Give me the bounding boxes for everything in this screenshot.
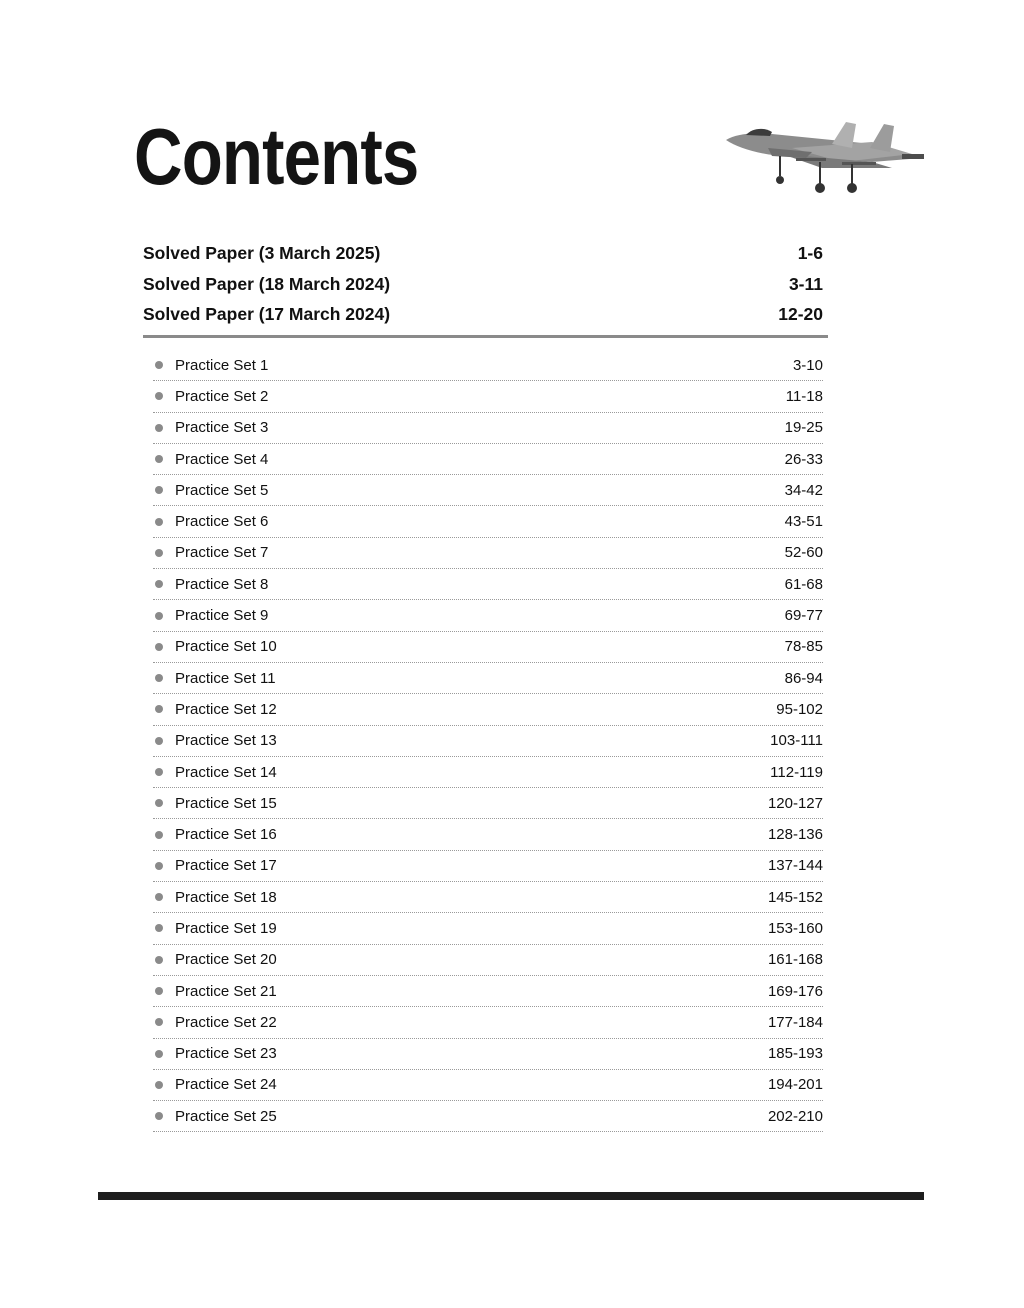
practice-set-title: Practice Set 23 bbox=[175, 1045, 277, 1063]
practice-set-title: Practice Set 18 bbox=[175, 888, 277, 906]
practice-set-entry bbox=[153, 983, 277, 1000]
practice-set-row[interactable] bbox=[153, 945, 823, 976]
practice-set-title: Practice Set 22 bbox=[175, 1013, 277, 1031]
practice-set-pages: 120-127 bbox=[767, 794, 823, 812]
practice-set-title: Practice Set 4 bbox=[175, 450, 269, 468]
practice-set-title: Practice Set 13 bbox=[175, 732, 277, 750]
practice-set-row[interactable] bbox=[153, 632, 823, 663]
practice-set-pages: 169-176 bbox=[767, 982, 823, 1000]
practice-set-title: Practice Set 16 bbox=[175, 826, 277, 844]
practice-set-pages: 26-33 bbox=[784, 450, 823, 468]
practice-set-row[interactable] bbox=[153, 694, 823, 725]
practice-set-title: Practice Set 25 bbox=[175, 1107, 277, 1125]
practice-set-pages: 177-184 bbox=[767, 1013, 823, 1031]
practice-set-pages: 69-77 bbox=[784, 607, 823, 625]
practice-set-pages: 3-10 bbox=[792, 356, 823, 374]
practice-set-row[interactable] bbox=[153, 506, 823, 537]
bullet-icon bbox=[155, 486, 163, 494]
practice-set-row[interactable] bbox=[153, 882, 823, 913]
practice-set-title: Practice Set 7 bbox=[175, 544, 269, 562]
practice-set-entry bbox=[153, 1076, 277, 1093]
practice-set-row[interactable] bbox=[153, 413, 823, 444]
practice-set-entry bbox=[153, 482, 268, 499]
practice-set-row[interactable] bbox=[153, 350, 823, 381]
practice-set-row[interactable] bbox=[153, 538, 823, 569]
practice-set-entry bbox=[153, 388, 268, 405]
practice-set-row[interactable] bbox=[153, 600, 823, 631]
practice-set-row[interactable] bbox=[153, 976, 823, 1007]
practice-set-entry bbox=[153, 701, 277, 718]
practice-set-pages: 153-160 bbox=[767, 919, 823, 937]
practice-set-title: Practice Set 15 bbox=[175, 794, 277, 812]
practice-set-row[interactable] bbox=[153, 1039, 823, 1070]
bullet-icon bbox=[155, 799, 163, 807]
bullet-icon bbox=[155, 987, 163, 995]
solved-paper-title: Solved Paper (17 March 2024) bbox=[143, 304, 391, 324]
practice-set-entry bbox=[153, 889, 277, 906]
practice-set-entry bbox=[153, 795, 277, 812]
footer-rule bbox=[98, 1192, 924, 1200]
practice-set-title: Practice Set 5 bbox=[175, 481, 269, 499]
practice-set-row[interactable] bbox=[153, 913, 823, 944]
practice-set-pages: 78-85 bbox=[784, 638, 823, 656]
solved-paper-pages: 3-11 bbox=[788, 273, 823, 294]
practice-set-title: Practice Set 17 bbox=[175, 857, 277, 875]
practice-set-title: Practice Set 19 bbox=[175, 919, 277, 937]
bullet-icon bbox=[155, 862, 163, 870]
practice-set-title: Practice Set 8 bbox=[175, 575, 269, 593]
bullet-icon bbox=[155, 893, 163, 901]
practice-set-entry bbox=[153, 607, 268, 624]
practice-set-row[interactable] bbox=[153, 757, 823, 788]
practice-set-pages: 43-51 bbox=[784, 513, 823, 531]
practice-set-row[interactable] bbox=[153, 1101, 823, 1132]
solved-paper-pages: 1-6 bbox=[797, 243, 823, 263]
practice-set-entry bbox=[153, 951, 277, 968]
bullet-icon bbox=[155, 424, 163, 432]
practice-set-entry bbox=[153, 1014, 277, 1031]
practice-set-pages: 11-18 bbox=[785, 387, 823, 405]
practice-set-title: Practice Set 11 bbox=[175, 669, 276, 687]
practice-set-entry bbox=[153, 638, 277, 655]
practice-set-entry bbox=[153, 419, 268, 436]
practice-set-pages: 52-60 bbox=[784, 544, 823, 562]
practice-set-row[interactable] bbox=[153, 1070, 823, 1101]
practice-set-entry bbox=[153, 513, 268, 530]
practice-set-entry bbox=[153, 1045, 277, 1062]
bullet-icon bbox=[155, 361, 163, 369]
practice-set-pages: 103-111 bbox=[770, 732, 823, 750]
section-divider bbox=[143, 335, 828, 338]
bullet-icon bbox=[155, 1081, 163, 1089]
practice-set-pages: 145-152 bbox=[767, 888, 823, 906]
practice-set-pages: 137-144 bbox=[767, 857, 823, 875]
bullet-icon bbox=[155, 768, 163, 776]
practice-set-row[interactable] bbox=[153, 819, 823, 850]
bullet-icon bbox=[155, 1018, 163, 1026]
practice-sets-list bbox=[153, 350, 823, 1132]
practice-set-pages: 86-94 bbox=[784, 669, 823, 687]
practice-set-row[interactable] bbox=[153, 1007, 823, 1038]
practice-set-pages: 128-136 bbox=[767, 826, 823, 844]
practice-set-title: Practice Set 24 bbox=[175, 1076, 277, 1094]
bullet-icon bbox=[155, 956, 163, 964]
page-title: Contents bbox=[134, 112, 419, 201]
practice-set-title: Practice Set 2 bbox=[175, 387, 269, 405]
practice-set-row[interactable] bbox=[153, 851, 823, 882]
bullet-icon bbox=[155, 392, 163, 400]
practice-set-entry bbox=[153, 764, 277, 781]
practice-set-pages: 194-201 bbox=[767, 1076, 823, 1094]
practice-set-pages: 34-42 bbox=[784, 481, 823, 499]
practice-set-entry bbox=[153, 826, 277, 843]
practice-set-row[interactable] bbox=[153, 663, 823, 694]
practice-set-pages: 19-25 bbox=[784, 419, 823, 437]
bullet-icon bbox=[155, 643, 163, 651]
practice-set-pages: 61-68 bbox=[784, 575, 823, 593]
practice-set-entry bbox=[153, 857, 277, 874]
bullet-icon bbox=[155, 612, 163, 620]
practice-set-title: Practice Set 3 bbox=[175, 419, 269, 437]
practice-set-entry bbox=[153, 576, 268, 593]
bullet-icon bbox=[155, 737, 163, 745]
bullet-icon bbox=[155, 455, 163, 463]
bullet-icon bbox=[155, 580, 163, 588]
practice-set-pages: 185-193 bbox=[767, 1045, 823, 1063]
solved-papers-list bbox=[143, 238, 823, 330]
practice-set-entry bbox=[153, 451, 268, 468]
practice-set-title: Practice Set 20 bbox=[175, 951, 277, 969]
bullet-icon bbox=[155, 1050, 163, 1058]
practice-set-pages: 161-168 bbox=[767, 951, 823, 969]
practice-set-pages: 112-119 bbox=[770, 763, 823, 781]
bullet-icon bbox=[155, 518, 163, 526]
solved-paper-pages: 12-20 bbox=[778, 304, 823, 324]
practice-set-entry bbox=[153, 732, 277, 749]
practice-set-row[interactable] bbox=[153, 726, 823, 757]
practice-set-title: Practice Set 6 bbox=[175, 513, 269, 531]
practice-set-pages: 202-210 bbox=[767, 1107, 823, 1125]
solved-paper-row[interactable] bbox=[143, 238, 823, 269]
practice-set-title: Practice Set 10 bbox=[175, 638, 277, 656]
practice-set-row[interactable] bbox=[153, 788, 823, 819]
practice-set-pages: 95-102 bbox=[776, 700, 823, 718]
solved-paper-title: Solved Paper (18 March 2024) bbox=[143, 273, 391, 294]
bullet-icon bbox=[155, 1112, 163, 1120]
practice-set-entry bbox=[153, 920, 277, 937]
practice-set-title: Practice Set 1 bbox=[175, 356, 269, 374]
bullet-icon bbox=[155, 705, 163, 713]
bullet-icon bbox=[155, 831, 163, 839]
practice-set-row[interactable] bbox=[153, 569, 823, 600]
bullet-icon bbox=[155, 924, 163, 932]
practice-set-row[interactable] bbox=[153, 381, 823, 412]
practice-set-title: Practice Set 21 bbox=[175, 982, 277, 1000]
practice-set-title: Practice Set 9 bbox=[175, 607, 269, 625]
practice-set-entry bbox=[153, 544, 268, 561]
bullet-icon bbox=[155, 549, 163, 557]
practice-set-row[interactable] bbox=[153, 475, 823, 506]
bullet-icon bbox=[155, 674, 163, 682]
practice-set-entry bbox=[153, 670, 276, 687]
practice-set-entry bbox=[153, 1108, 277, 1125]
practice-set-title: Practice Set 14 bbox=[175, 763, 277, 781]
practice-set-row[interactable] bbox=[153, 444, 823, 475]
solved-paper-row[interactable] bbox=[143, 299, 823, 330]
practice-set-entry bbox=[153, 357, 268, 374]
fighter-jet-icon bbox=[722, 118, 932, 198]
practice-set-title: Practice Set 12 bbox=[175, 700, 277, 718]
solved-paper-row[interactable] bbox=[143, 269, 823, 300]
solved-paper-title: Solved Paper (3 March 2025) bbox=[143, 243, 381, 263]
